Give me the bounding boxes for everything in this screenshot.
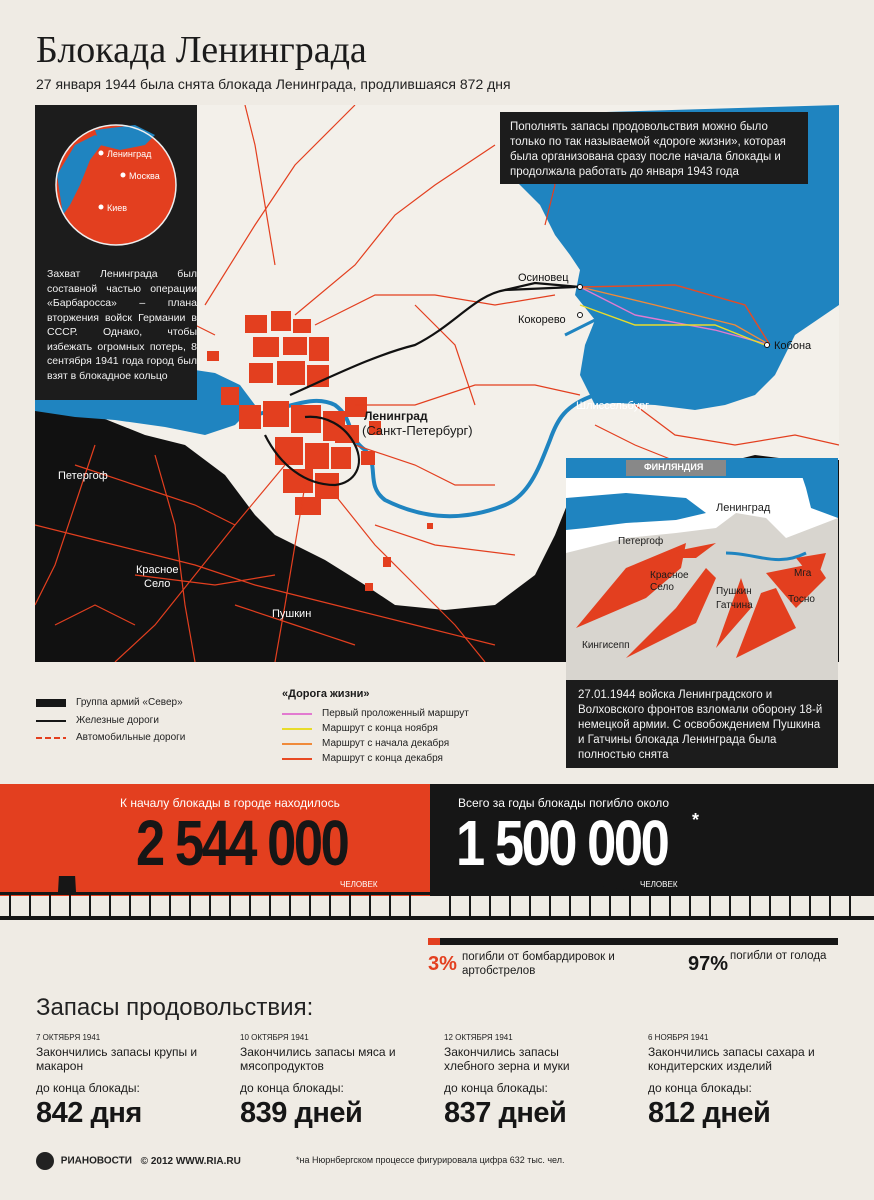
inset-text: Захват Ленинграда был составной частью операции «Барбаросса» – плана вторжения войск Германии в СССР. Однако, чтобы избежать огромных потерь, 8 сентября 1941 года город был взят в блокадное кольцо (47, 268, 197, 382)
legend-route-4: Маршрут с конца декабря (322, 753, 443, 764)
front-label-mga: Мга (794, 568, 812, 579)
legend-swatch-rail (36, 720, 66, 722)
food-date: 12 ОКТЯБРЯ 1941 (444, 1033, 513, 1042)
hunger-text: погибли от голода (730, 950, 827, 962)
label-petergof: Петергоф (58, 470, 108, 482)
front-label-krasnoe-selo: Красное Село (650, 570, 689, 593)
footer-copyright: © 2012 WWW.RIA.RU (140, 1155, 241, 1167)
front-label-leningrad: Ленинград (716, 502, 771, 514)
stat-deaths-number: 1 500 000 (456, 807, 668, 879)
legend-route-1: Первый проложенный маршрут (322, 708, 469, 719)
bombing-percent: 3% (428, 953, 457, 975)
food-date: 6 НОЯБРЯ 1941 (648, 1033, 709, 1042)
label-osinovets: Осиновец (518, 272, 569, 284)
legend-auto: Автомобильные дороги (76, 732, 186, 743)
hunger-percent: 97% (688, 953, 729, 975)
food-desc: Закончились запасы сахара и кондитерских изделий (648, 1045, 815, 1073)
food-days: 837 дней (444, 1097, 567, 1129)
food-item-4 (648, 1033, 828, 1130)
front-label-gatchina: Гатчина (716, 600, 753, 611)
front-inset-map (566, 458, 838, 680)
food-days: 842 дня (36, 1097, 142, 1129)
food-desc: Закончились запасы мяса и мясопродуктов (240, 1045, 396, 1073)
legend-swatch-route-3 (282, 743, 312, 745)
bombing-text: погибли от бомбардировок и артобстрелов (462, 951, 615, 977)
food-until: до конца блокады: (444, 1081, 548, 1095)
globe-label-moscow: Москва (129, 171, 160, 181)
front-label-finland: ФИНЛЯНДИЯ (644, 462, 704, 472)
food-desc: Закончились запасы крупы и макарон (36, 1045, 198, 1073)
label-kokorevo: Кокорево (518, 314, 566, 326)
deaths-bombing-fill (428, 938, 440, 945)
label-krasnoe-selo: Красное Село (136, 564, 179, 590)
globe-label-kiev: Киев (107, 203, 128, 213)
deaths-breakdown-bar (428, 938, 838, 945)
stat-population-number: 2 544 000 (136, 807, 348, 879)
food-until: до конца блокады: (648, 1081, 752, 1095)
food-item-3 (444, 1033, 594, 1130)
globe-label-leningrad: Ленинград (107, 149, 152, 159)
inset-panel (35, 105, 197, 400)
stat-population-caption: К началу блокады в городе находилось (120, 796, 340, 810)
label-pushkin: Пушкин (272, 608, 312, 620)
front-label-pushkin: Пушкин (716, 586, 752, 597)
stat-deaths-star: * (692, 810, 700, 830)
footer-logo (36, 1152, 241, 1170)
ria-logo-icon (36, 1152, 54, 1170)
food-days: 839 дней (240, 1097, 363, 1129)
front-label-petergof: Петергоф (618, 536, 664, 547)
page-subtitle: 27 января 1944 была снята блокада Ленинграда, продлившаяся 872 дня (36, 76, 511, 92)
legend-swatch-army (36, 699, 66, 707)
stat-deaths-unit: ЧЕЛОВЕК (640, 880, 678, 889)
food-until: до конца блокады: (240, 1081, 344, 1095)
ria-logo-text: РИАНОВОСТИ (60, 1155, 132, 1167)
front-label-tosno: Тосно (788, 594, 815, 605)
label-leningrad: Ленинград (364, 409, 428, 423)
front-caption: 27.01.1944 войска Ленинградского и Волховского фронтов взломали оборону 18-й немецкой армии. С освобождением Пушкина и Гатчины блокада Ленинграда была полностью снята (566, 680, 838, 768)
legend-road-title: «Дорога жизни» (282, 688, 370, 700)
railing-silhouette (0, 876, 874, 936)
label-kobona: Кобона (774, 340, 812, 352)
food-days: 812 дней (648, 1097, 771, 1129)
food-desc: Закончились запасы хлебного зерна и муки (444, 1045, 570, 1073)
page-title: Блокада Ленинграда (36, 29, 367, 71)
legend-swatch-auto (36, 737, 66, 739)
road-of-life-note: Пополнять запасы продовольствия можно было только по так называемой «дороге жизни», которая была организована сразу после начала блокады и продолжала работать до января 1943 года (500, 112, 808, 184)
front-label-kingisepp: Кингисепп (582, 640, 630, 651)
food-item-2 (240, 1033, 410, 1130)
food-until: до конца блокады: (36, 1081, 140, 1095)
legend-route-3: Маршрут с начала декабря (322, 738, 450, 749)
label-spb: (Санкт-Петербург) (362, 423, 473, 438)
stat-population-unit: ЧЕЛОВЕК (340, 880, 378, 889)
food-date: 10 ОКТЯБРЯ 1941 (240, 1033, 309, 1042)
food-title: Запасы продовольствия: (36, 994, 314, 1021)
label-shlisselburg: Шлиссельбург (576, 400, 650, 412)
stat-deaths-caption: Всего за годы блокады погибло около (458, 796, 670, 810)
food-item-1 (36, 1033, 236, 1130)
legend-swatch-route-2 (282, 728, 312, 730)
footnote: *на Нюрнбергском процессе фигурировала цифра 632 тыс. чел. (296, 1155, 565, 1165)
legend-army: Группа армий «Север» (76, 697, 183, 708)
legend-rail: Железные дороги (76, 715, 159, 726)
europe-globe (35, 105, 197, 265)
food-date: 7 ОКТЯБРЯ 1941 (36, 1033, 101, 1042)
legend-swatch-route-1 (282, 713, 312, 715)
stats-panel (0, 784, 874, 924)
legend-swatch-route-4 (282, 758, 312, 760)
legend-route-2: Маршрут с конца ноября (322, 723, 438, 734)
